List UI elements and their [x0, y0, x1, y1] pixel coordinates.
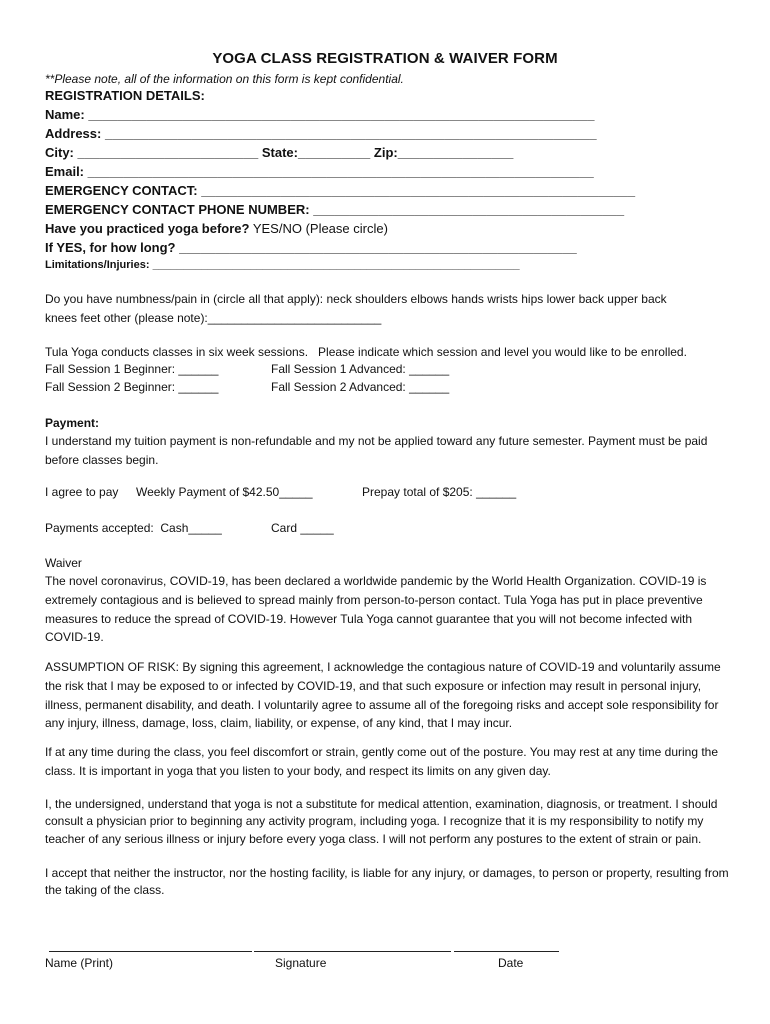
- name-print-line[interactable]: [49, 951, 252, 952]
- agree-to-pay-label: I agree to pay: [45, 485, 119, 499]
- how-long-field[interactable]: If YES, for how long? _______________________________________________________: [45, 240, 577, 255]
- payment-cash-field[interactable]: Payments accepted: Cash_____: [45, 521, 222, 535]
- session2-beginner-field[interactable]: Fall Session 2 Beginner: ______: [45, 380, 219, 394]
- waiver-covid-paragraph: The novel coronavirus, COVID-19, has been declared a worldwide pandemic by the World Health Organization. COVID-19 is extremely contagious and is believed to spread mainly from person-to-person contact. Tula Yoga has put in place preventive measures to reduce the spread of COVID-19. However Tula Yoga cannot guarantee that you will not become infected with COVID-19.: [45, 574, 707, 645]
- waiver-heading: Waiver: [45, 556, 82, 570]
- confidential-note: **Please note, all of the information on this form is kept confidential.: [45, 72, 404, 86]
- name-print-label: Name (Print): [45, 956, 114, 970]
- session1-advanced-field[interactable]: Fall Session 1 Advanced: ______: [271, 362, 450, 376]
- prepay-field[interactable]: Prepay total of $205: ______: [362, 485, 517, 499]
- liability-paragraph: I accept that neither the instructor, nor the hosting facility, is liable for any injury, or damages, to person or property, resulting from the taking of the class.: [45, 866, 729, 898]
- address-field[interactable]: Address: ____________________________________________________________________: [45, 126, 597, 141]
- form-title: YOGA CLASS REGISTRATION & WAIVER FORM: [212, 50, 558, 67]
- medical-disclaimer-paragraph: I, the undersigned, understand that yoga is not a substitute for medical attention, examination, diagnosis, or treatment. I should consult a physician prior to beginning any activity program, including yoga. I recognize that it is my responsibility to notify my teacher of any serious illness or injury before every yoga class. I will not perform any postures to the extent of strain or pain.: [45, 797, 718, 846]
- payment-card-field[interactable]: Card _____: [271, 521, 334, 535]
- signature-line[interactable]: [254, 951, 451, 952]
- numbness-question-line2[interactable]: knees feet other (please note):__________________________: [45, 311, 382, 325]
- session2-advanced-field[interactable]: Fall Session 2 Advanced: ______: [271, 380, 450, 394]
- date-label: Date: [498, 956, 524, 970]
- practiced-yoga-label: Have you practiced yoga before?: [45, 221, 250, 236]
- emergency-phone-field[interactable]: EMERGENCY CONTACT PHONE NUMBER: ___________________________________________: [45, 202, 625, 217]
- email-field[interactable]: Email: ______________________________________________________________________: [45, 164, 594, 179]
- payment-terms: I understand my tuition payment is non-refundable and my not be applied toward any future semester. Payment must be paid before classes begin.: [45, 434, 708, 467]
- registration-heading: REGISTRATION DETAILS:: [45, 88, 205, 103]
- city-state-zip-field[interactable]: City: _________________________ State:__________ Zip:________________: [45, 145, 514, 160]
- date-line[interactable]: [454, 951, 559, 952]
- practiced-yoga-question[interactable]: [45, 221, 388, 236]
- name-field[interactable]: Name: ______________________________________________________________________: [45, 107, 595, 122]
- practiced-yoga-options[interactable]: YES/NO (Please circle): [249, 221, 388, 236]
- session1-beginner-field[interactable]: Fall Session 1 Beginner: ______: [45, 362, 219, 376]
- assumption-of-risk-paragraph: ASSUMPTION OF RISK: By signing this agreement, I acknowledge the contagious nature of COVID-19 and voluntarily assume the risk that I may be exposed to or infected by COVID-19, and that such exposure or infection may result in personal injury, illness, permanent disability, and death. I voluntarily agree to assume all of the foregoing risks and accept sole responsibility for any injury, illness, damage, loss, claim, liability, or expense, of any kind, that I may incur.: [45, 660, 721, 731]
- limitations-field[interactable]: Limitations/Injuries: ____________________________________________________________: [45, 259, 520, 271]
- weekly-payment-field[interactable]: Weekly Payment of $42.50_____: [136, 485, 313, 499]
- payment-heading: Payment:: [45, 416, 100, 430]
- numbness-question-line1: Do you have numbness/pain in (circle all that apply): neck shoulders elbows hands wrists hips lower back upper back: [45, 292, 667, 306]
- discomfort-paragraph: If at any time during the class, you feel discomfort or strain, gently come out of the posture. You may rest at any time during the class. It is important in yoga that you listen to your body, and respect its limits on any given day.: [45, 745, 719, 778]
- sessions-intro: Tula Yoga conducts classes in six week sessions. Please indicate which session and level you would like to be enrolled.: [45, 345, 687, 359]
- signature-label: Signature: [275, 956, 327, 970]
- emergency-contact-field[interactable]: EMERGENCY CONTACT: ____________________________________________________________: [45, 183, 636, 198]
